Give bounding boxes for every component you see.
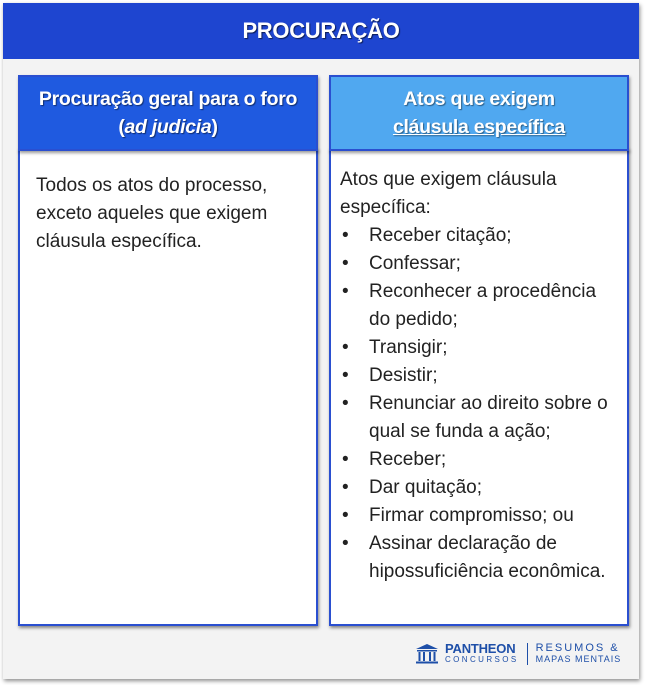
- left-panel-header: [18, 75, 318, 151]
- list-item: • Confessar;: [340, 250, 620, 278]
- latin-term: ad judicia: [124, 116, 212, 138]
- pantheon-logo: [415, 642, 621, 666]
- list-item: • Assinar declaração de hipossuficiência econômica.: [340, 530, 620, 586]
- list-item: • Dar quitação;: [340, 474, 620, 502]
- right-header-line2: cláusula específica: [392, 116, 566, 138]
- right-panel-intro: Atos que exigem cláusula específica:: [340, 169, 557, 218]
- left-panel-body: Todos os atos do processo, exceto aqueles que exigem cláusula específica.: [36, 175, 268, 252]
- list-item: • Desistir;: [340, 362, 620, 390]
- right-header-line1: Atos que exigem: [403, 88, 555, 110]
- logo-sub: CONCURSOS: [445, 655, 519, 664]
- title-bar: [3, 3, 639, 59]
- logo-divider: [527, 643, 528, 665]
- list-item: • Transigir;: [340, 334, 620, 362]
- list-item: • Reconhecer a procedência do pedido;: [340, 278, 620, 334]
- left-header-line2: (ad judicia): [118, 116, 218, 138]
- list-item: • Renunciar ao direito sobre o qual se funda a ação;: [340, 390, 620, 446]
- list-item: • Receber citação;: [340, 222, 620, 250]
- page-title: PROCURAÇÃO: [242, 18, 400, 43]
- list-item: • Firmar compromisso; ou: [340, 502, 620, 530]
- logo-slogan-line2: MAPAS MENTAIS: [535, 654, 622, 664]
- left-header-line1: Procuração geral para o foro: [38, 88, 298, 110]
- right-panel-header: [329, 75, 629, 151]
- logo-brand: PANTHEON: [445, 641, 516, 656]
- logo-slogan-line1: RESUMOS &: [535, 642, 620, 654]
- right-panel-body: [340, 166, 620, 586]
- list-item: • Receber;: [340, 446, 620, 474]
- temple-icon: [415, 643, 439, 665]
- acts-list: [340, 222, 620, 586]
